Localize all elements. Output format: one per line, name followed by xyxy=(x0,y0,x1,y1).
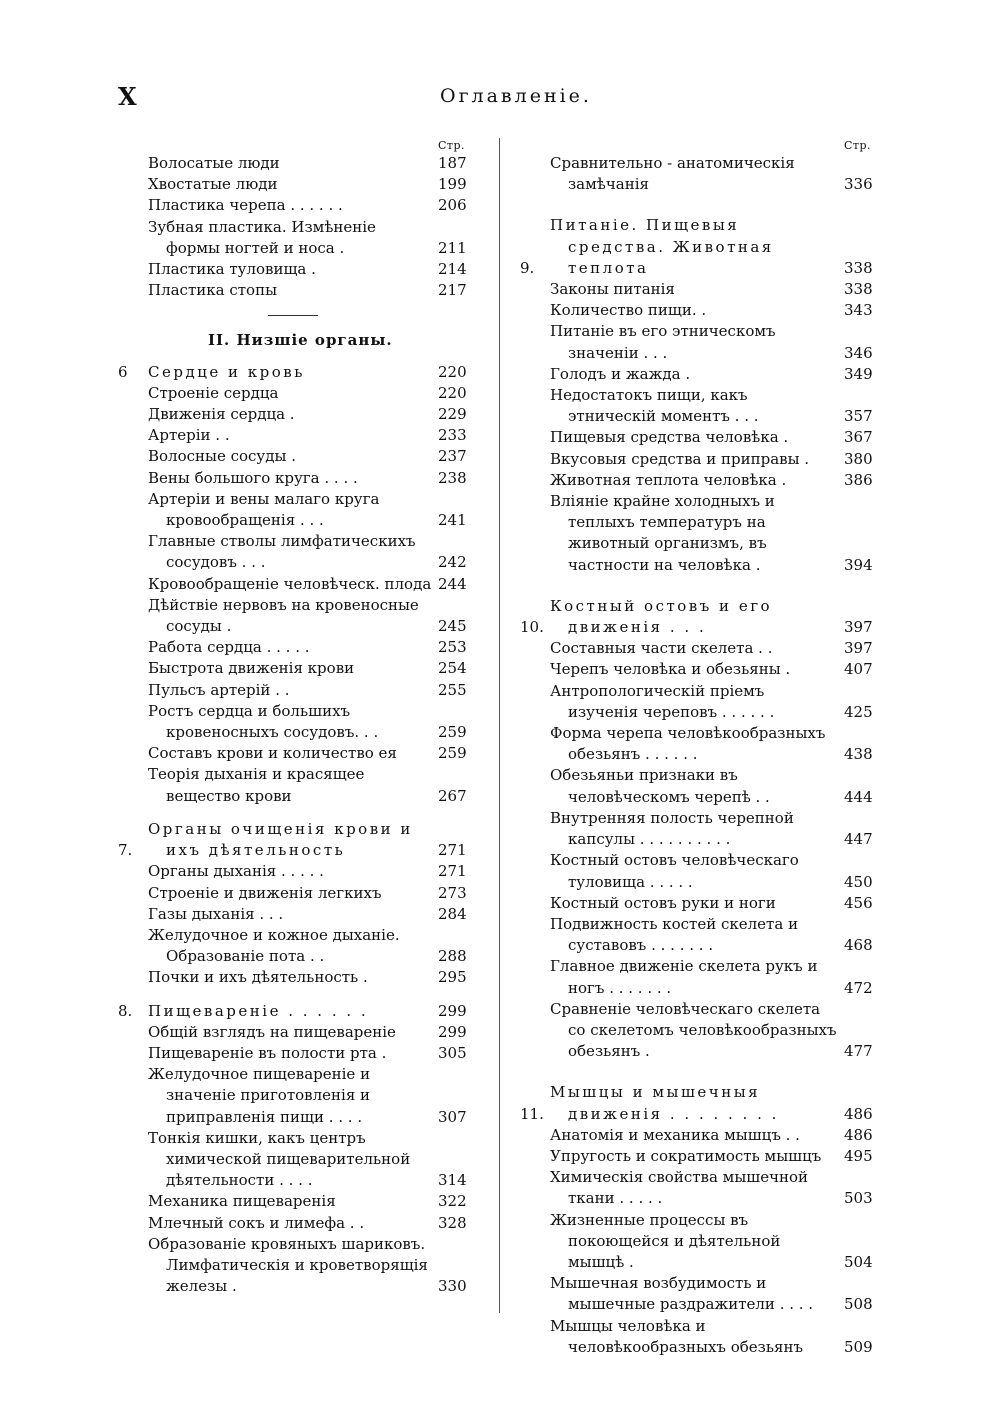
toc-chapter-entry xyxy=(520,596,886,638)
toc-entry xyxy=(118,1064,480,1128)
entry-page-number: 299 xyxy=(438,1022,467,1041)
entry-page-number: 336 xyxy=(844,175,873,194)
entry-page-number: 253 xyxy=(438,638,467,657)
entry-page-number: 343 xyxy=(844,301,873,320)
toc-entry xyxy=(520,723,886,765)
toc-entry xyxy=(520,1167,886,1209)
entry-title: Составъ крови и количество ея xyxy=(148,744,397,763)
entry-title: Составныя части скелета . . xyxy=(550,639,773,658)
entry-page-number: 357 xyxy=(844,407,873,426)
entry-page-number: 288 xyxy=(438,947,467,966)
toc-entry xyxy=(118,883,480,904)
entry-title: Вены большого круга . . . . xyxy=(148,468,358,487)
chapter-6-entries xyxy=(118,383,480,807)
entry-title: Строеніе сердца xyxy=(148,383,279,402)
entry-title: Органы очищенія крови и ихъ дѣятельность xyxy=(148,819,413,860)
entry-title: Мышцы человѣка и человѣкообразныхъ обезьянъ xyxy=(550,1316,804,1356)
entry-title: Обезьяньи признаки въ человѣческомъ черепѣ . . xyxy=(550,766,770,806)
toc-entry xyxy=(118,1128,480,1192)
entry-title: Волосные сосуды . xyxy=(148,447,296,466)
entry-title: Зубная пластика. Измѣненіе формы ногтей и носа . xyxy=(148,217,376,257)
entry-title: Костный остовъ и его движенія . . . xyxy=(550,596,773,637)
entry-title: Теорія дыханія и красящее вещество крови xyxy=(148,765,365,805)
chapter-11 xyxy=(520,1082,886,1124)
entry-page-number: 254 xyxy=(438,659,467,678)
entry-title: Ростъ сердца и большихъ кровеносныхъ сосудовъ. . . xyxy=(148,701,379,742)
running-title: Оглавленіе. xyxy=(440,85,592,107)
chapter-number: 8. xyxy=(118,1001,133,1020)
chapter-9-entries xyxy=(520,279,886,576)
page-numeral: X xyxy=(118,82,138,111)
entry-page-number: 273 xyxy=(438,883,467,902)
entry-title: Общій взглядъ на пищевареніе xyxy=(148,1022,396,1041)
toc-entry xyxy=(520,999,886,1063)
entry-page-number: 394 xyxy=(844,555,873,574)
entry-page-number: 346 xyxy=(844,343,873,362)
entry-page-number: 214 xyxy=(438,260,467,279)
entry-page-number: 444 xyxy=(844,787,873,806)
toc-entry xyxy=(520,321,886,363)
left-column xyxy=(118,135,480,1297)
entry-title: Пластика стопы xyxy=(148,281,278,300)
chapter-8-entries xyxy=(118,1022,480,1298)
entry-page-number: 397 xyxy=(844,639,873,658)
entry-title: Тонкія кишки, какъ центръ химической пищеварительной дѣятельности . . . . xyxy=(148,1128,411,1190)
entry-page-number: 211 xyxy=(438,238,467,257)
entry-title: Подвижность костей скелета и суставовъ . . . . . . . xyxy=(550,914,799,955)
entry-title: Сердце и кровь xyxy=(148,362,305,381)
entry-page-number: 425 xyxy=(844,702,873,721)
entry-title: Газы дыханія . . . xyxy=(148,904,284,923)
entry-title: Вліяніе крайне холодныхъ и теплыхъ температуръ на животный организмъ, въ частности на человѣка . xyxy=(550,492,775,574)
chapter-7-entries xyxy=(118,861,480,988)
entry-title: Упругость и сократимость мышцъ xyxy=(550,1146,822,1165)
entry-page-number: 241 xyxy=(438,511,467,530)
toc-entry xyxy=(118,489,480,531)
entry-title: Строеніе и движенія легкихъ xyxy=(148,883,382,902)
toc-chapter-entry xyxy=(118,819,480,861)
page-column-label: Стр. xyxy=(844,139,872,152)
entry-page-number: 338 xyxy=(844,280,873,299)
toc-entry xyxy=(118,195,480,216)
toc-entry xyxy=(520,681,886,723)
section-heading: II. Низшіе органы. xyxy=(208,331,393,350)
entry-page-number: 187 xyxy=(438,154,467,172)
entry-title: Желудочное и кожное дыханіе. Образованіе пота . . xyxy=(148,925,400,966)
toc-entry xyxy=(118,1043,480,1064)
entry-page-number: 468 xyxy=(844,936,873,955)
entry-page-number: 450 xyxy=(844,872,873,891)
chapter-number: 10. xyxy=(520,618,544,637)
entry-title: Химическія свойства мышечной ткани . . . . . xyxy=(550,1168,809,1208)
toc-entry xyxy=(118,637,480,658)
toc-entry xyxy=(520,449,886,470)
entry-page-number: 495 xyxy=(844,1146,873,1165)
toc-entry xyxy=(520,808,886,850)
entry-page-number: 244 xyxy=(438,574,467,593)
entry-title: Черепъ человѣка и обезьяны . xyxy=(550,660,791,679)
entry-page-number: 267 xyxy=(438,786,467,805)
toc-entry xyxy=(118,595,480,637)
toc-entry xyxy=(520,364,886,385)
entry-title: Кровообращеніе человѣческ. плода xyxy=(148,574,432,593)
toc-entry xyxy=(118,658,480,679)
toc-entry xyxy=(118,1234,480,1298)
toc-entry xyxy=(118,680,480,701)
entry-page-number: 477 xyxy=(844,1042,873,1061)
entry-title: Питаніе въ его этническомъ значеніи . . . xyxy=(550,322,776,362)
toc-entry xyxy=(118,925,480,967)
toc-entry xyxy=(520,1210,886,1274)
entry-title: Вкусовыя средства и приправы . xyxy=(550,449,810,468)
entry-page-number: 206 xyxy=(438,196,467,215)
entry-page-number: 259 xyxy=(438,723,467,742)
entry-page-number: 407 xyxy=(844,660,873,679)
toc-entry xyxy=(520,385,886,427)
toc-entry xyxy=(520,850,886,892)
entry-page-number: 271 xyxy=(438,841,467,860)
entry-page-number: 380 xyxy=(844,449,873,468)
entry-title: Питаніе. Пищевыя средства. Животная теплота xyxy=(550,216,774,277)
toc-entry xyxy=(118,904,480,925)
entry-title: Быстрота движенія крови xyxy=(148,659,355,678)
entry-title: Движенія сердца . xyxy=(148,405,295,424)
entry-page-number: 349 xyxy=(844,364,873,383)
chapter-number: 6 xyxy=(118,362,128,381)
entry-title: Артеріи . . xyxy=(148,426,230,445)
chapter-number: 7. xyxy=(118,841,133,860)
chapter-8 xyxy=(118,1001,480,1022)
entry-title: Органы дыханія . . . . . xyxy=(148,862,324,881)
toc-entry xyxy=(118,446,480,467)
entry-title: Млечный сокъ и лимефа . . xyxy=(148,1213,365,1232)
toc-entry xyxy=(520,153,886,195)
page-column-label: Стр. xyxy=(438,139,466,152)
entry-page-number: 386 xyxy=(844,470,873,489)
entry-page-number: 438 xyxy=(844,745,873,764)
chapter-11-entries xyxy=(520,1125,886,1358)
toc-entry xyxy=(118,259,480,280)
toc-entry xyxy=(520,638,886,659)
entry-page-number: 456 xyxy=(844,893,873,912)
toc-entry xyxy=(520,470,886,491)
toc-entry xyxy=(118,1022,480,1043)
entry-title: Артеріи и вены малаго круга кровообращенія . . . xyxy=(148,489,380,530)
entry-title: Количество пищи. . xyxy=(550,301,707,320)
toc-entry xyxy=(118,743,480,764)
entry-title: Главное движеніе скелета рукъ и ногъ . . . . . . . xyxy=(550,957,818,997)
entry-title: Голодъ и жажда . xyxy=(550,364,691,383)
entry-page-number: 305 xyxy=(438,1043,467,1062)
entry-page-number: 508 xyxy=(844,1295,873,1314)
entry-title: Работа сердца . . . . . xyxy=(148,638,310,657)
chapter-7 xyxy=(118,819,480,861)
toc-entry xyxy=(520,1273,886,1315)
toc-entry xyxy=(118,404,480,425)
entry-page-number: 220 xyxy=(438,362,467,381)
entry-page-number: 447 xyxy=(844,830,873,849)
entry-page-number: 509 xyxy=(844,1337,873,1356)
chapter-10-entries xyxy=(520,638,886,1062)
entry-page-number: 322 xyxy=(438,1192,467,1211)
entry-page-number: 504 xyxy=(844,1252,873,1271)
entry-title: Недостатокъ пищи, какъ этническій моментъ . . . xyxy=(550,386,759,426)
entry-title: Волосатые люди xyxy=(148,154,280,172)
entry-page-number: 255 xyxy=(438,680,467,699)
toc-chapter-entry xyxy=(520,215,886,279)
column-divider xyxy=(499,138,500,1313)
entry-title: Пластика черепа . . . . . . xyxy=(148,196,343,215)
toc-entry xyxy=(118,967,480,988)
entry-title: Пищевыя средства человѣка . xyxy=(550,428,789,447)
entry-page-number: 486 xyxy=(844,1104,873,1123)
toc-entry xyxy=(118,468,480,489)
entry-page-number: 229 xyxy=(438,405,467,424)
toc-entry xyxy=(520,300,886,321)
toc-entry xyxy=(520,914,886,956)
chapter-number: 9. xyxy=(520,258,535,277)
entry-page-number: 503 xyxy=(844,1189,873,1208)
entry-title: Образованіе кровяныхъ шариковъ. Лимфатическія и кроветворящія железы . xyxy=(148,1234,428,1296)
entry-page-number: 330 xyxy=(438,1277,467,1296)
toc-entry xyxy=(118,531,480,573)
entry-title: Главные стволы лимфатическихъ сосудовъ . . . xyxy=(148,532,416,572)
entry-title: Внутренняя полость черепной капсулы . . . . . . . . . . xyxy=(550,808,794,849)
toc-entry xyxy=(118,861,480,882)
entry-title: Животная теплота человѣка . xyxy=(550,470,787,489)
toc-entry xyxy=(118,574,480,595)
entry-page-number: 486 xyxy=(844,1125,873,1144)
entry-title: Костный остовъ человѣческаго туловища . . . . . xyxy=(550,851,799,891)
entry-title: Сравненіе человѣческаго скелета со скелетомъ человѣкообразныхъ обезьянъ . xyxy=(550,999,837,1061)
entry-page-number: 233 xyxy=(438,426,467,445)
entry-page-number: 199 xyxy=(438,175,467,194)
toc-entry xyxy=(520,1125,886,1146)
chapter-9 xyxy=(520,215,886,279)
entry-title: Антропологическій пріемъ изученія череповъ . . . . . . xyxy=(550,681,775,721)
toc-entry xyxy=(520,893,886,914)
entry-page-number: 237 xyxy=(438,447,467,466)
entry-title: Сравнительно - анатомическія замѣчанія xyxy=(550,154,795,194)
entry-title: Анатомія и механика мышцъ . . xyxy=(550,1125,800,1144)
entry-title: Пульсъ артерій . . xyxy=(148,680,290,699)
toc-entry xyxy=(520,279,886,300)
toc-entry xyxy=(118,701,480,743)
toc-entry xyxy=(520,491,886,576)
entry-title: Мышцы и мышечныя движенія . . . . . . . . xyxy=(550,1083,779,1123)
entry-page-number: 217 xyxy=(438,281,467,300)
toc-entry xyxy=(118,1191,480,1212)
entry-page-number: 271 xyxy=(438,862,467,881)
entry-page-number: 367 xyxy=(844,428,873,447)
entry-title: Пищевареніе . . . . . . xyxy=(148,1001,369,1020)
entry-title: Желудочное пищевареніе и значеніе приготовленія и приправленія пищи . . . . xyxy=(148,1065,371,1126)
entry-page-number: 284 xyxy=(438,904,467,923)
toc-entry xyxy=(118,174,480,195)
toc-entry xyxy=(520,956,886,998)
entry-title: Форма черепа человѣкообразныхъ обезьянъ . . . . . . xyxy=(550,724,826,764)
entry-page-number: 299 xyxy=(438,1001,467,1020)
toc-entry xyxy=(520,1146,886,1167)
entry-page-number: 338 xyxy=(844,258,873,277)
toc-entry xyxy=(520,1316,886,1358)
entry-page-number: 242 xyxy=(438,553,467,572)
toc-entry xyxy=(118,1213,480,1234)
entry-title: Костный остовъ руки и ноги xyxy=(550,893,776,912)
right-column xyxy=(520,135,886,1358)
entry-title: Законы питанія xyxy=(550,280,675,299)
entry-page-number: 220 xyxy=(438,383,467,402)
entry-title: Мышечная возбудимость и мышечные раздражители . . . . xyxy=(550,1274,814,1314)
separator-rule xyxy=(268,315,318,316)
toc-entry xyxy=(118,425,480,446)
entry-title: Почки и ихъ дѣятельность . xyxy=(148,968,368,987)
chapter-number: 11. xyxy=(520,1104,544,1123)
toc-entry xyxy=(520,765,886,807)
entry-title: Жизненные процессы въ покоющейся и дѣятельной мышцѣ . xyxy=(550,1210,781,1271)
toc-entry xyxy=(520,427,886,448)
entry-title: Пищевареніе въ полости рта . xyxy=(148,1043,387,1062)
toc-entry xyxy=(520,659,886,680)
entry-page-number: 295 xyxy=(438,968,467,987)
toc-entry xyxy=(118,383,480,404)
entry-title: Пластика туловища . xyxy=(148,260,316,279)
toc-chapter-entry xyxy=(520,1082,886,1124)
toc-entry xyxy=(118,280,480,301)
entry-page-number: 259 xyxy=(438,744,467,763)
entry-title: Хвостатые люди xyxy=(148,175,278,194)
entry-page-number: 328 xyxy=(438,1213,467,1232)
entry-title: Дѣйствіе нервовъ на кровеносные сосуды . xyxy=(148,595,419,636)
toc-entry xyxy=(118,764,480,806)
chapter-6 xyxy=(118,362,480,383)
entries-group xyxy=(520,153,886,195)
toc-chapter-entry xyxy=(118,1001,480,1022)
chapter-10 xyxy=(520,596,886,638)
entry-title: Механика пищеваренія xyxy=(148,1192,336,1211)
toc-entry xyxy=(118,217,480,259)
entry-page-number: 307 xyxy=(438,1107,467,1126)
entry-page-number: 314 xyxy=(438,1171,467,1190)
toc-entry xyxy=(118,153,480,174)
entry-page-number: 472 xyxy=(844,978,873,997)
entry-page-number: 397 xyxy=(844,618,873,637)
entries-group xyxy=(118,153,480,301)
toc-chapter-entry xyxy=(118,362,480,383)
entry-page-number: 238 xyxy=(438,468,467,487)
entry-page-number: 245 xyxy=(438,617,467,636)
